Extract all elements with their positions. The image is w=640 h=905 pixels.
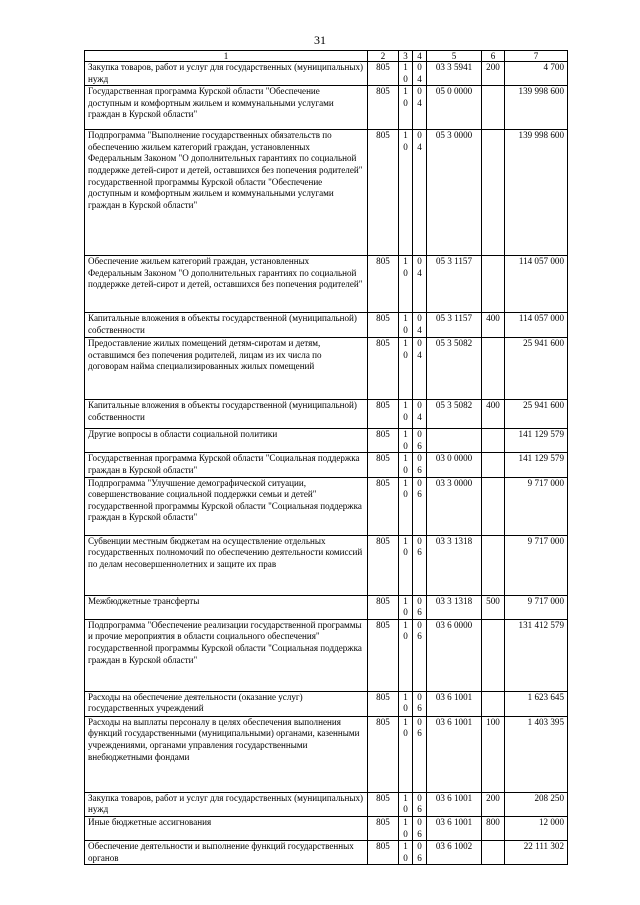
header-cell: 3 [399, 51, 413, 62]
row-section-cell: 10 [399, 691, 413, 716]
row-section-cell: 10 [399, 619, 413, 691]
row-ved-cell: 805 [368, 86, 399, 130]
row-target-article-cell: 05 3 0000 [427, 130, 482, 256]
row-section-cell: 10 [399, 535, 413, 595]
table-row [85, 535, 568, 595]
row-ved-cell: 805 [368, 841, 399, 865]
row-amount-cell: 141 129 579 [505, 453, 568, 477]
row-amount-cell: 4 700 [505, 62, 568, 86]
row-section-cell: 10 [399, 256, 413, 313]
row-target-article-cell: 03 6 1002 [427, 841, 482, 865]
header-cell: 1 [85, 51, 368, 62]
table-row [85, 619, 568, 691]
table-row [85, 816, 568, 840]
row-target-article-cell: 05 3 1157 [427, 256, 482, 313]
row-name-cell: Государственная программа Курской области "Социальная поддержка граждан в Курской области" [85, 453, 368, 477]
row-expense-type-cell: 500 [482, 595, 505, 619]
row-amount-cell: 12 000 [505, 816, 568, 840]
row-ved-cell: 805 [368, 792, 399, 816]
row-subsection-cell: 06 [413, 535, 427, 595]
row-subsection-cell: 04 [413, 130, 427, 256]
row-expense-type-cell: 100 [482, 716, 505, 792]
row-subsection-cell: 04 [413, 86, 427, 130]
row-ved-cell: 805 [368, 256, 399, 313]
row-subsection-cell: 04 [413, 313, 427, 338]
row-target-article-cell: 05 3 5082 [427, 338, 482, 400]
row-ved-cell: 805 [368, 130, 399, 256]
row-target-article-cell: 03 3 1318 [427, 535, 482, 595]
row-section-cell: 10 [399, 62, 413, 86]
row-name-cell: Обеспечение деятельности и выполнение функций государственных органов [85, 841, 368, 865]
row-expense-type-cell [482, 477, 505, 535]
table-row [85, 400, 568, 429]
row-amount-cell: 114 057 000 [505, 256, 568, 313]
table-row [85, 841, 568, 865]
header-cell: 7 [505, 51, 568, 62]
row-section-cell: 10 [399, 86, 413, 130]
row-name-cell: Обеспечение жильем категорий граждан, установленных Федеральным Законом "О дополнительных гарантиях по социальной поддержке детей-сирот и детей, оставшихся без попечения родителей" [85, 256, 368, 313]
row-amount-cell: 141 129 579 [505, 429, 568, 453]
row-ved-cell: 805 [368, 453, 399, 477]
row-ved-cell: 805 [368, 691, 399, 716]
row-name-cell: Подпрограмма "Обеспечение реализации государственной программы и прочие мероприятия в области социального обеспечения" государственной программы Курской области "Социальная поддержка граждан в Курской области" [85, 619, 368, 691]
row-name-cell: Капитальные вложения в объекты государственной (муниципальной) собственности [85, 400, 368, 429]
row-section-cell: 10 [399, 792, 413, 816]
row-subsection-cell: 04 [413, 400, 427, 429]
row-name-cell: Субвенции местным бюджетам на осуществление отдельных государственных полномочий по обеспечению деятельности комиссий по делам несовершеннолетних и защите их прав [85, 535, 368, 595]
table-row [85, 477, 568, 535]
row-name-cell: Государственная программа Курской области "Обеспечение доступным и комфортным жильем и коммунальными услугами граждан в Курской области" [85, 86, 368, 130]
table-row [85, 62, 568, 86]
row-amount-cell: 131 412 579 [505, 619, 568, 691]
row-subsection-cell: 06 [413, 816, 427, 840]
row-ved-cell: 805 [368, 62, 399, 86]
row-target-article-cell: 03 0 0000 [427, 453, 482, 477]
table-body [85, 62, 568, 865]
row-section-cell: 10 [399, 841, 413, 865]
row-subsection-cell: 06 [413, 841, 427, 865]
row-target-article-cell: 03 6 1001 [427, 691, 482, 716]
table-row [85, 595, 568, 619]
table-row [85, 716, 568, 792]
row-name-cell: Закупка товаров, работ и услуг для государственных (муниципальных) нужд [85, 62, 368, 86]
row-target-article-cell: 05 3 1157 [427, 313, 482, 338]
table-row [85, 792, 568, 816]
row-name-cell: Другие вопросы в области социальной политики [85, 429, 368, 453]
row-ved-cell: 805 [368, 595, 399, 619]
header-cell: 2 [368, 51, 399, 62]
row-name-cell: Расходы на выплаты персоналу в целях обеспечения выполнения функций государственными (муниципальными) органами, казенными учреждениями, органами управления государственными внебюджетными фондами [85, 716, 368, 792]
row-target-article-cell [427, 429, 482, 453]
row-amount-cell: 22 111 302 [505, 841, 568, 865]
row-section-cell: 10 [399, 453, 413, 477]
row-subsection-cell: 06 [413, 691, 427, 716]
row-ved-cell: 805 [368, 619, 399, 691]
row-expense-type-cell: 800 [482, 816, 505, 840]
row-name-cell: Предоставление жилых помещений детям-сиротам и детям, оставшимся без попечения родителей, лицам из их числа по договорам найма специализированных жилых помещений [85, 338, 368, 400]
row-expense-type-cell [482, 841, 505, 865]
row-expense-type-cell [482, 86, 505, 130]
row-expense-type-cell [482, 691, 505, 716]
row-target-article-cell: 03 6 1001 [427, 816, 482, 840]
table-row [85, 453, 568, 477]
row-amount-cell: 139 998 600 [505, 130, 568, 256]
table-row [85, 313, 568, 338]
row-section-cell: 10 [399, 400, 413, 429]
row-subsection-cell: 06 [413, 453, 427, 477]
row-amount-cell: 1 623 645 [505, 691, 568, 716]
row-name-cell: Закупка товаров, работ и услуг для государственных (муниципальных) нужд [85, 792, 368, 816]
row-expense-type-cell [482, 429, 505, 453]
row-name-cell: Подпрограмма "Улучшение демографической ситуации, совершенствование социальной поддержки семьи и детей" государственной программы Курской области "Социальная поддержка граждан в Курской области" [85, 477, 368, 535]
row-amount-cell: 25 941 600 [505, 400, 568, 429]
table-row [85, 338, 568, 400]
row-name-cell: Расходы на обеспечение деятельности (оказание услуг) государственных учреждений [85, 691, 368, 716]
row-subsection-cell: 04 [413, 256, 427, 313]
row-ved-cell: 805 [368, 816, 399, 840]
row-subsection-cell: 06 [413, 619, 427, 691]
row-target-article-cell: 03 6 1001 [427, 792, 482, 816]
row-section-cell: 10 [399, 130, 413, 256]
table-row [85, 691, 568, 716]
row-name-cell: Капитальные вложения в объекты государственной (муниципальной) собственности [85, 313, 368, 338]
row-expense-type-cell [482, 338, 505, 400]
row-name-cell: Подпрограмма "Выполнение государственных обязательств по обеспечению жильем категорий граждан, установленных Федеральным Законом "О дополнительных гарантиях по социальной поддержке детей-сирот и детей, оставшихся без попечения родителей" государственной программы Курской области "Обеспечение доступным и комфортным жильем и коммунальными услугами граждан в Курской области" [85, 130, 368, 256]
header-cell: 6 [482, 51, 505, 62]
row-subsection-cell: 04 [413, 338, 427, 400]
row-section-cell: 10 [399, 338, 413, 400]
row-subsection-cell: 06 [413, 595, 427, 619]
row-expense-type-cell [482, 256, 505, 313]
row-subsection-cell: 06 [413, 477, 427, 535]
row-section-cell: 10 [399, 477, 413, 535]
table-row [85, 130, 568, 256]
row-amount-cell: 114 057 000 [505, 313, 568, 338]
budget-table [84, 50, 568, 865]
row-subsection-cell: 06 [413, 429, 427, 453]
table-row [85, 256, 568, 313]
row-expense-type-cell: 200 [482, 792, 505, 816]
row-name-cell: Иные бюджетные ассигнования [85, 816, 368, 840]
header-cell: 5 [427, 51, 482, 62]
table-row [85, 429, 568, 453]
row-target-article-cell: 03 6 0000 [427, 619, 482, 691]
row-section-cell: 10 [399, 313, 413, 338]
page-number: 31 [314, 33, 326, 47]
row-target-article-cell: 05 0 0000 [427, 86, 482, 130]
table-row [85, 86, 568, 130]
row-expense-type-cell: 400 [482, 313, 505, 338]
row-expense-type-cell: 200 [482, 62, 505, 86]
row-expense-type-cell [482, 453, 505, 477]
row-section-cell: 10 [399, 716, 413, 792]
header-cell: 4 [413, 51, 427, 62]
row-section-cell: 10 [399, 816, 413, 840]
row-ved-cell: 805 [368, 477, 399, 535]
row-target-article-cell: 05 3 5082 [427, 400, 482, 429]
row-ved-cell: 805 [368, 716, 399, 792]
row-ved-cell: 805 [368, 338, 399, 400]
row-amount-cell: 139 998 600 [505, 86, 568, 130]
row-subsection-cell: 04 [413, 62, 427, 86]
row-target-article-cell: 03 3 0000 [427, 477, 482, 535]
table-header-row [85, 51, 568, 62]
row-ved-cell: 805 [368, 313, 399, 338]
row-target-article-cell: 03 6 1001 [427, 716, 482, 792]
row-target-article-cell: 03 3 5941 [427, 62, 482, 86]
row-subsection-cell: 06 [413, 792, 427, 816]
row-section-cell: 10 [399, 595, 413, 619]
row-amount-cell: 1 403 395 [505, 716, 568, 792]
row-name-cell: Межбюджетные трансферты [85, 595, 368, 619]
row-ved-cell: 805 [368, 400, 399, 429]
row-ved-cell: 805 [368, 535, 399, 595]
row-amount-cell: 25 941 600 [505, 338, 568, 400]
row-ved-cell: 805 [368, 429, 399, 453]
row-amount-cell: 9 717 000 [505, 535, 568, 595]
row-section-cell: 10 [399, 429, 413, 453]
row-amount-cell: 208 250 [505, 792, 568, 816]
row-target-article-cell: 03 3 1318 [427, 595, 482, 619]
row-subsection-cell: 06 [413, 716, 427, 792]
row-expense-type-cell [482, 535, 505, 595]
row-amount-cell: 9 717 000 [505, 595, 568, 619]
row-expense-type-cell [482, 130, 505, 256]
row-expense-type-cell [482, 619, 505, 691]
row-amount-cell: 9 717 000 [505, 477, 568, 535]
row-expense-type-cell: 400 [482, 400, 505, 429]
